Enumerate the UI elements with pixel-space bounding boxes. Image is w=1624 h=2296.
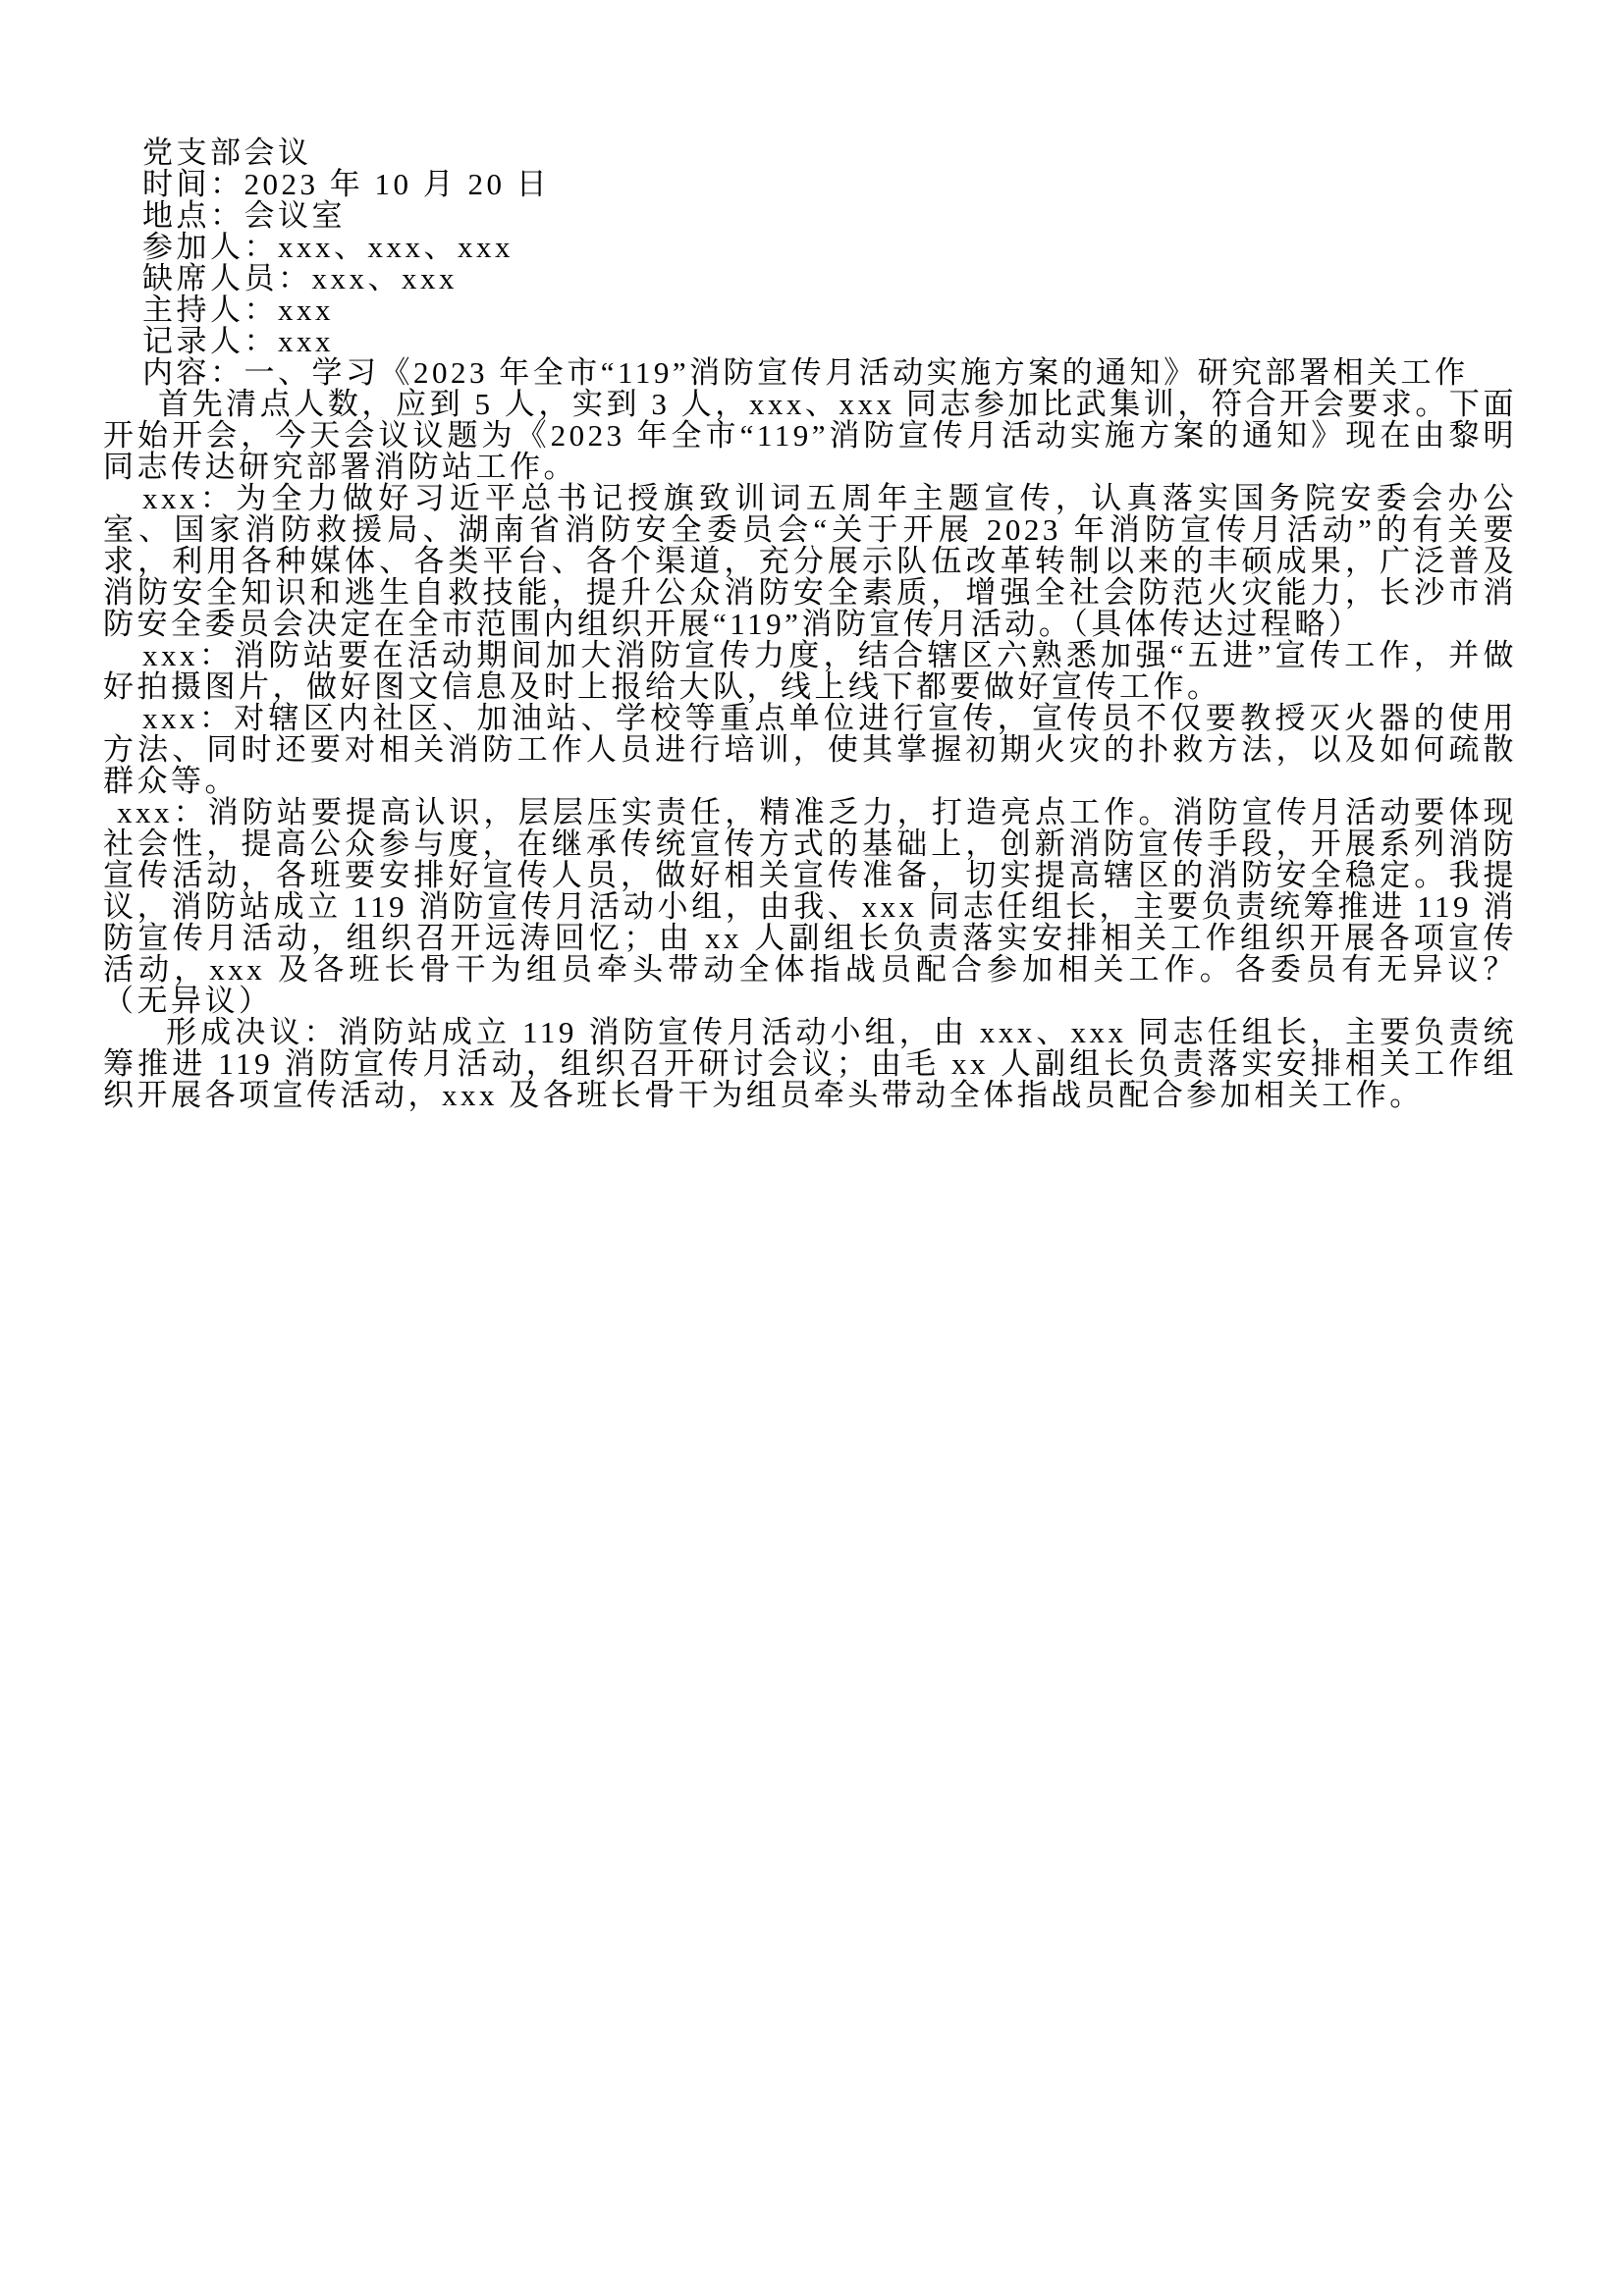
paragraph-topic: 内容：一、学习《2023 年全市“119”消防宣传月活动实施方案的通知》研究部署相关工作	[142, 355, 1469, 390]
paragraph-speaker-3: xxx：对辖区内社区、加油站、学校等重点单位进行宣传，宣传员不仅要教授灭火器的使用方法、同时还要对相关消防工作人员进行培训，使其掌握初期火灾的扑救方法，以及如何疏散群众等。	[103, 701, 1517, 798]
meta-absent: 缺席人员：xxx、xxx	[142, 261, 458, 295]
meta-attendees: 参加人：xxx、xxx、xxx	[142, 230, 514, 264]
paragraph-speaker-4: xxx：消防站要提高认识，层层压实责任，精准乏力，打造亮点工作。消防宣传月活动要体现社会性，提高公众参与度，在继承传统宣传方式的基础上，创新消防宣传手段，开展系列消防宣传活动，各班要安排好宣传人员，做好相关宣传准备，切实提高辖区的消防安全稳定。我提议，消防站成立 119 消防宣传月活动小组，由我、xxx 同志任组长，主要负责统筹推进 119 消防宣传月活动，组织召开远涛回忆；由 xx 人副组长负责落实安排相关工作组织开展各项宣传活动，xxx 及各班长骨干为组员牵头带动全体指战员配合参加相关工作。各委员有无异议？（无异议）	[103, 795, 1517, 1018]
meta-place: 地点：会议室	[142, 198, 346, 233]
meta-host: 主持人：xxx	[142, 293, 334, 327]
meta-recorder: 记录人：xxx	[142, 324, 334, 358]
paragraph-speaker-2: xxx：消防站要在活动期间加大消防宣传力度，结合辖区六熟悉加强“五进”宣传工作，并做好拍摄图片，做好图文信息及时上报给大队，线上线下都要做好宣传工作。	[103, 638, 1517, 704]
meta-time: 时间：2023 年 10 月 20 日	[142, 167, 551, 201]
paragraph-roll-call: 首先清点人数，应到 5 人，实到 3 人，xxx、xxx 同志参加比武集训，符合开会要求。下面开始开会，今天会议议题为《2023 年全市“119”消防宣传月活动实施方案的通知》现在由黎明同志传达研究部署消防站工作。	[103, 387, 1517, 484]
paragraph-resolution: 形成决议：消防站成立 119 消防宣传月活动小组，由 xxx、xxx 同志任组长，主要负责统筹推进 119 消防宣传月活动，组织召开研讨会议；由毛 xx 人副组长负责落实安排相关工作组织开展各项宣传活动，xxx 及各班长骨干为组员牵头带动全体指战员配合参加相关工作。	[103, 1015, 1517, 1112]
paragraph-speaker-1: xxx：为全力做好习近平总书记授旗致训词五周年主题宣传，认真落实国务院安委会办公室、国家消防救援局、湖南省消防安全委员会“关于开展 2023 年消防宣传月活动”的有关要求，利用各种媒体、各类平台、各个渠道，充分展示队伍改革转制以来的丰硕成果，广泛普及消防安全知识和逃生自救技能，提升公众消防安全素质，增强全社会防范火灾能力，长沙市消防安全委员会决定在全市范围内组织开展“119”消防宣传月活动。（具体传达过程略）	[103, 481, 1517, 641]
meeting-title: 党支部会议	[142, 135, 312, 170]
document-content	[103, 137, 1517, 1111]
